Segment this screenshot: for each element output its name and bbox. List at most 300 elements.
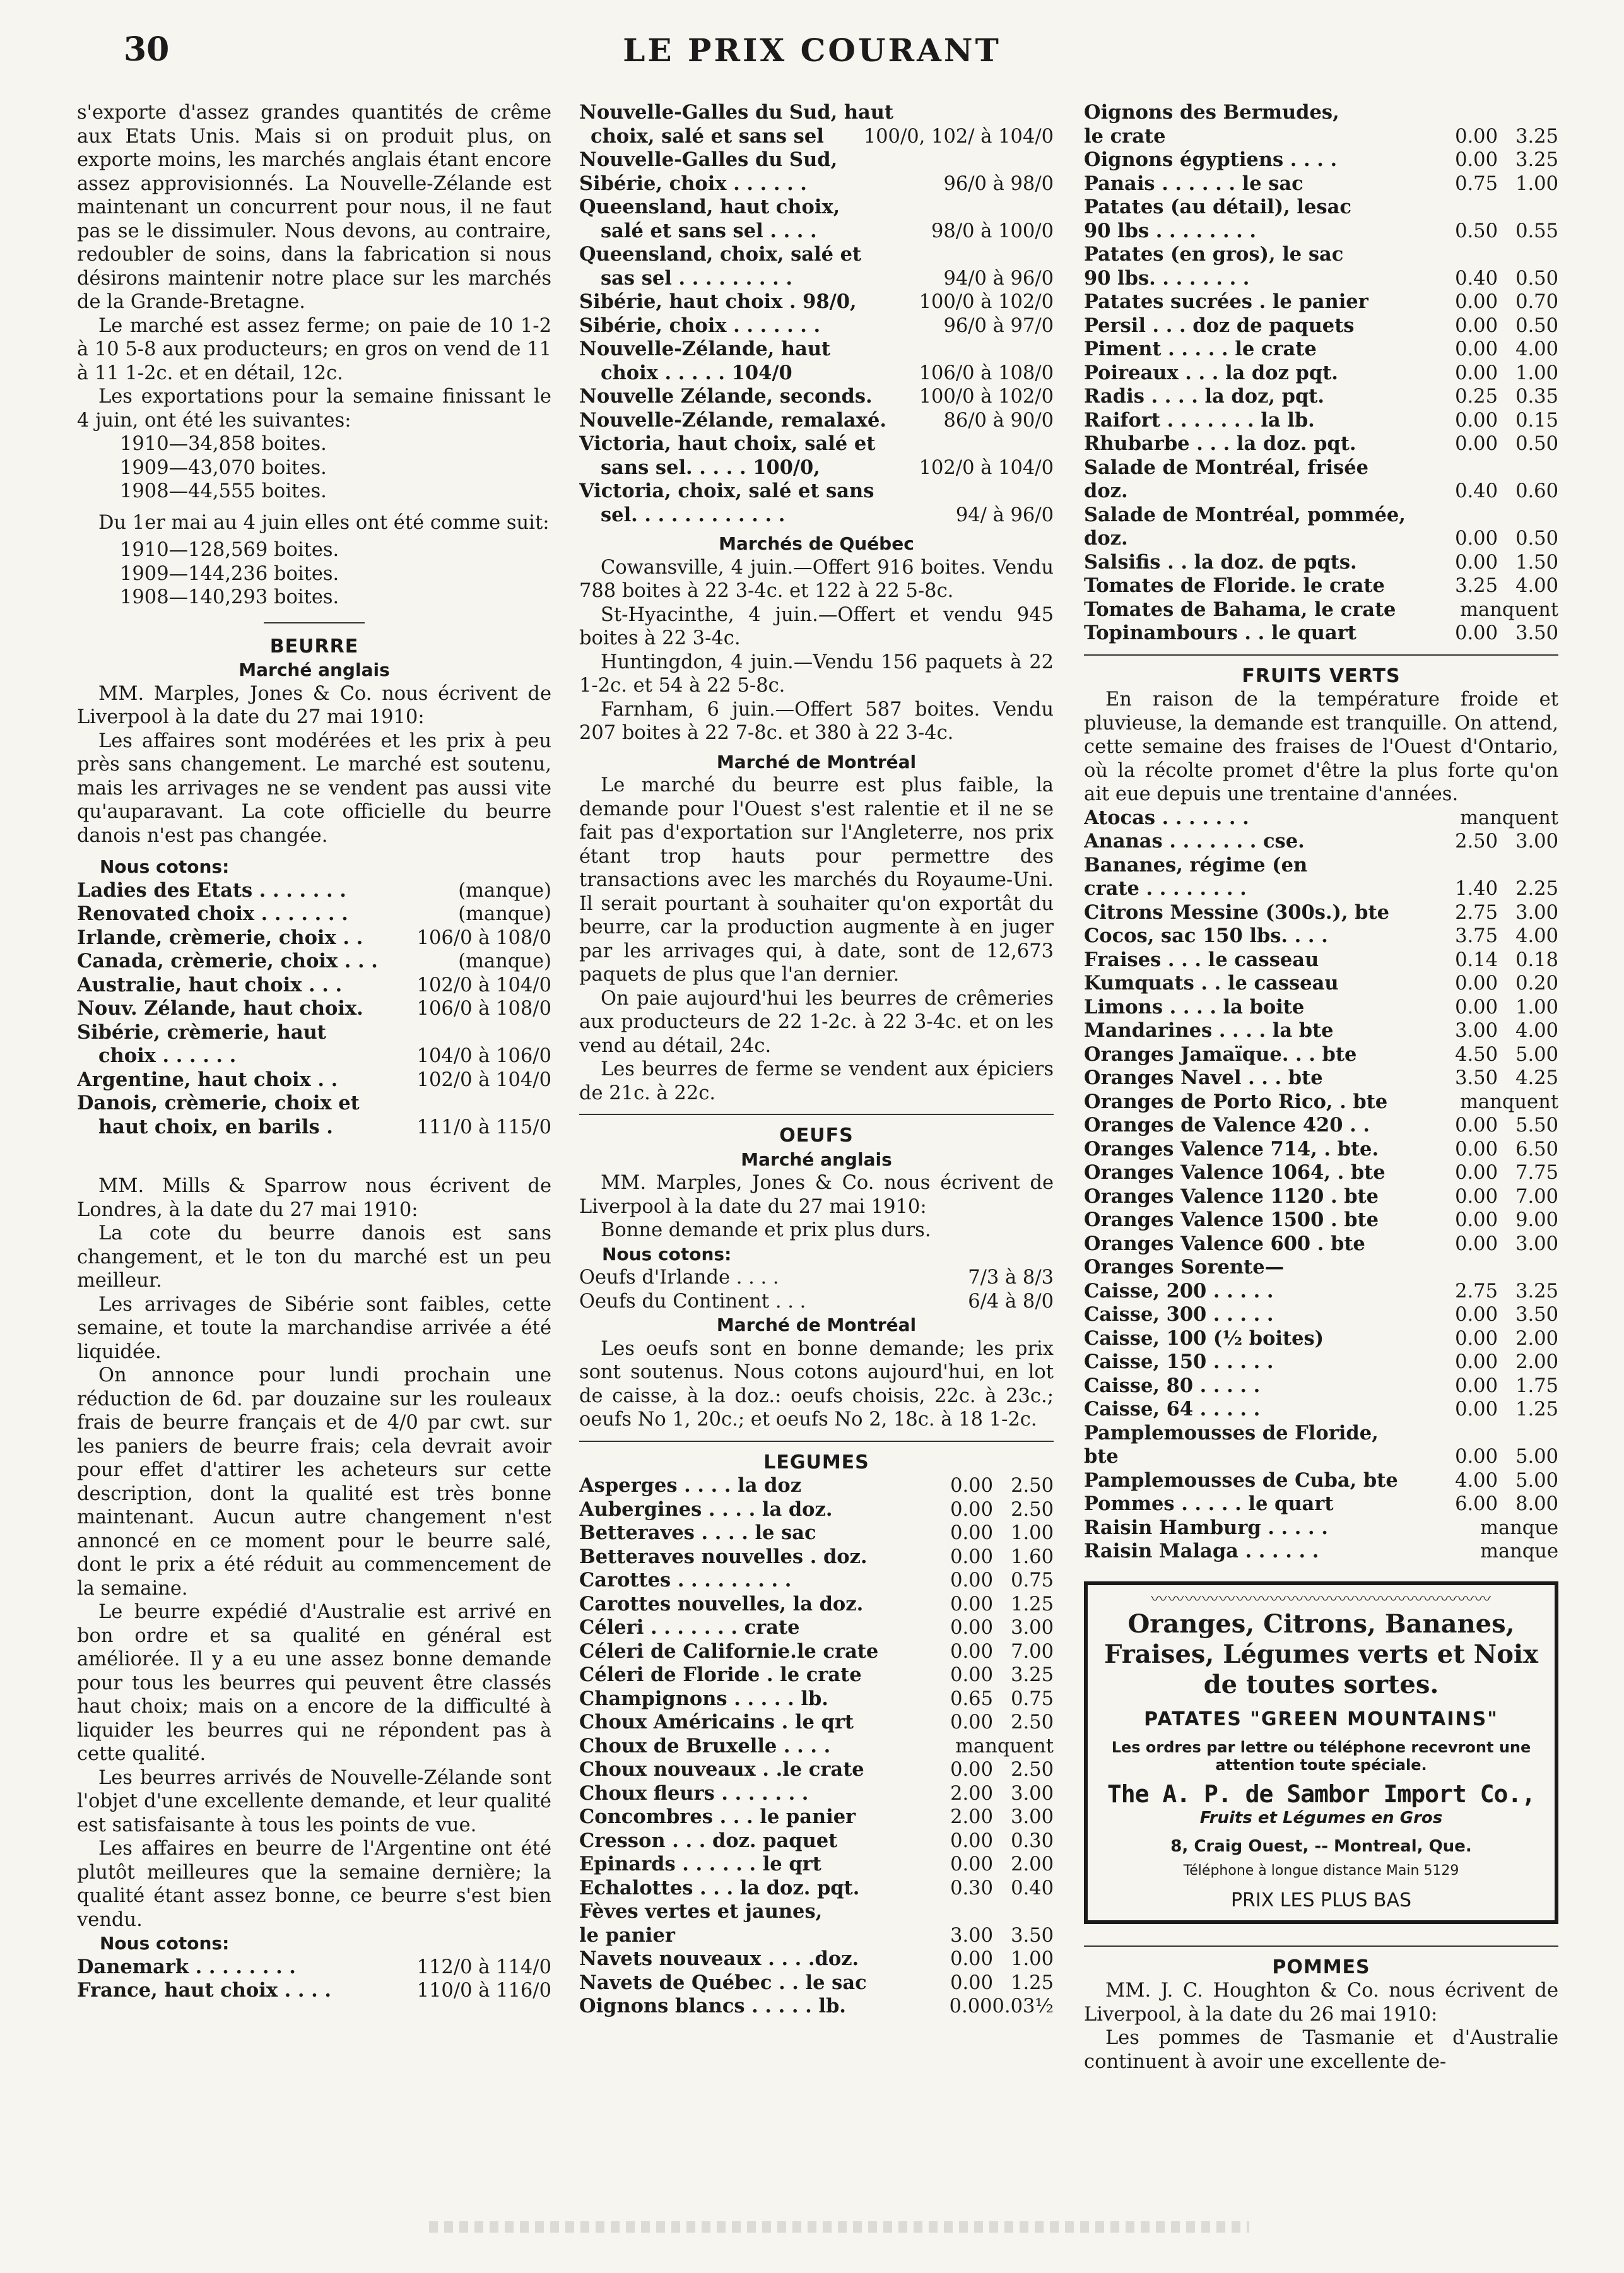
item-name: Navets de Québec . . le sac xyxy=(579,1971,867,1994)
item-price-low xyxy=(1442,196,1498,220)
quote-heading: Nous cotons: xyxy=(602,1243,732,1265)
price-row xyxy=(1084,1090,1558,1114)
item-name: Oignons égyptiens . . . . xyxy=(1084,148,1338,171)
item-name: Caisse, 64 . . . . . xyxy=(1084,1398,1261,1420)
subheading: Marché anglais xyxy=(741,1148,892,1170)
item-name: Bananes, régime (en xyxy=(1084,853,1308,877)
price-row xyxy=(1084,504,1558,528)
price-row: Nouvelle Zélande, seconds. 100/0 à 102/0 xyxy=(579,385,1054,408)
item-price-low: 2.50 xyxy=(1455,830,1498,853)
item-price-low: 0.00 xyxy=(1455,1304,1498,1326)
paragraph: La cote du beurre danois est sans changement, et le ton du marché est un peu meilleur. xyxy=(77,1222,551,1292)
price-row xyxy=(1084,1138,1558,1162)
item-price-low: 0.00 xyxy=(1455,314,1498,337)
item-price-low: 0.25 xyxy=(1455,386,1498,408)
price-row xyxy=(1084,598,1558,622)
price-row xyxy=(1084,1161,1558,1185)
price-row xyxy=(579,1758,1054,1782)
item-price-low: 0.00 xyxy=(1455,409,1498,432)
price-row: choix, salé et sans sel 100/0, 102/ à 104/0 xyxy=(591,124,1054,148)
price-row xyxy=(1084,1374,1558,1398)
item-price-low xyxy=(1442,1256,1498,1280)
item-name: Oranges de Valence 420 . . xyxy=(1084,1114,1370,1136)
price-row: Irlande, crèmerie, choix . . 106/0 à 108/0 xyxy=(77,926,551,949)
item-price-low: 2.00 xyxy=(950,1806,993,1828)
price-row xyxy=(1084,1540,1558,1564)
price-row: Oeufs du Continent . . . 6/4 à 8/0 xyxy=(579,1290,1054,1313)
item-name: Oranges Jamaïque. . . bte xyxy=(1084,1042,1357,1066)
item-name: Rhubarbe . . . la doz. pqt. xyxy=(1084,432,1356,455)
divider xyxy=(579,1114,1054,1115)
item-name: Cresson . . . doz. paquet xyxy=(579,1829,838,1852)
price-row xyxy=(1084,1043,1558,1067)
price-row xyxy=(1084,901,1558,925)
price-row: Danois, crèmerie, choix et xyxy=(77,1092,360,1114)
item-price-low: 0.50 xyxy=(1455,220,1498,242)
price-row xyxy=(579,1735,1054,1759)
item-price-high: 3.00 xyxy=(1515,901,1558,924)
item-name: Salade de Montréal, pommée, xyxy=(1084,503,1406,526)
price-row xyxy=(1084,1327,1558,1351)
paragraph: St-Hyacinthe, 4 juin.—Offert et vendu 945 boites à 22 3-4c. xyxy=(579,603,1054,649)
paragraph: Cowansville, 4 juin.—Offert 916 boites. Vendu 788 boites à 22 3-4c. et 122 à 22 5-8c. xyxy=(579,556,1054,602)
paragraph: Le marché est assez ferme; on paie de 10 1-2 à 10 5-8 aux producteurs; en gros on vend de 11 à 11 1-2c. et en détail, 12c. xyxy=(77,314,551,384)
paragraph: Les arrivages de Sibérie sont faibles, cette semaine, et toute la marchandise arrivée a été liquidée. xyxy=(77,1293,551,1363)
item-name: Champignons . . . . . lb. xyxy=(579,1687,828,1710)
item-price-high: 1.75 xyxy=(1515,1374,1558,1397)
price-row xyxy=(1084,220,1558,244)
price-row: Sibérie, choix . . . . . . . 96/0 à 97/0 xyxy=(579,314,1054,337)
price-row: Nouvelle-Zélande, remalaxé. 86/0 à 90/0 xyxy=(579,408,1054,432)
item-price-low xyxy=(1442,854,1498,878)
price-row xyxy=(1084,551,1558,575)
item-name: Céleri . . . . . . . crate xyxy=(579,1616,800,1639)
item-price-low: 0.00 xyxy=(1455,1327,1498,1350)
price-row xyxy=(579,1616,1054,1640)
price-row: Australie, haut choix . . . 102/0 à 104/0 xyxy=(77,973,551,996)
item-name: Oranges de Porto Rico, . bte xyxy=(1084,1090,1388,1113)
item-price-high: 4.00 xyxy=(1515,925,1558,947)
item-price-low: 0.00 xyxy=(1455,1374,1498,1397)
price-row xyxy=(1084,1469,1558,1493)
price-row xyxy=(1084,924,1558,948)
item-price-high xyxy=(1498,456,1558,480)
paragraph: MM. J. C. Houghton & Co. nous écrivent de Liverpool, à la date du 26 mai 1910: xyxy=(1084,1980,1558,2026)
price-row xyxy=(1084,432,1558,456)
item-price-high xyxy=(993,1900,1054,1924)
item-price-high: 2.00 xyxy=(1515,1351,1558,1373)
item-price-high: 1.00 xyxy=(1011,1522,1054,1544)
price-row xyxy=(1084,1114,1558,1138)
price-row xyxy=(579,1853,1054,1877)
item-price-low: 4.00 xyxy=(1455,1469,1498,1492)
list-item: 1910—128,569 boites. xyxy=(120,539,339,561)
paragraph: On annonce pour lundi prochain une réduction de 6d. par douzaine sur les rouleaux frais de beurre français et de 4/0 par cwt. sur les paniers de beurre frais; cela devrait avoir pour effet d'attirer les acheteurs sur cette description, dont la qualité est très bonne maintenant. Aucun autre changement n'est annoncé en ce moment pour le beurre salé, dont le prix a été réduit au commencement de la semaine. xyxy=(77,1364,551,1600)
item-name: le panier xyxy=(579,1923,675,1947)
item-price-low: 0.00 xyxy=(950,1759,993,1781)
item-price-high xyxy=(1498,854,1558,878)
item-name: Oranges Navel . . . bte xyxy=(1084,1066,1323,1089)
item-price-high: 0.03½ xyxy=(992,1995,1054,2017)
item-name: Asperges . . . . la doz xyxy=(579,1474,802,1497)
item-price-high: 0.30 xyxy=(1011,1829,1054,1852)
price-row: Victoria, choix, salé et sans xyxy=(579,480,874,502)
item-name: Carottes . . . . . . . . . xyxy=(579,1569,792,1591)
item-price-low: 0.00 xyxy=(1455,1138,1498,1160)
price-row xyxy=(1084,1066,1558,1090)
price-row xyxy=(1084,1398,1558,1422)
price-row: Danemark . . . . . . . . 112/0 à 114/0 xyxy=(77,1955,551,1978)
ad-address: 8, Craig Ouest, -- Montreal, Que. xyxy=(1170,1837,1472,1856)
item-price-high: 5.00 xyxy=(1515,1469,1558,1492)
item-price-low: 0.00 xyxy=(1455,1162,1498,1184)
item-price-low: 0.00 xyxy=(950,1498,993,1521)
item-name: Raisin Malaga . . . . . . xyxy=(1084,1540,1319,1562)
paragraph: Les affaires en beurre de l'Argentine ont été plutôt meilleures que la semaine dernière; la qualité étant assez bonne, ce beurre s'est bien vendu. xyxy=(77,1838,551,1931)
ad-subheadline: PATATES "GREEN MOUNTAINS" xyxy=(1144,1708,1498,1730)
ad-tagline: Fruits et Légumes en Gros xyxy=(1199,1808,1443,1827)
item-price-low: 0.40 xyxy=(1455,267,1498,290)
item-price-high: 4.00 xyxy=(1515,338,1558,360)
item-price-low: 0.00 xyxy=(950,1522,993,1544)
list-item: 1910—34,858 boites. xyxy=(120,433,327,455)
item-name: Pamplemousses de Cuba, bte xyxy=(1084,1468,1398,1492)
price-row xyxy=(579,1521,1054,1545)
price-row xyxy=(579,1829,1054,1853)
item-price-high: 0.35 xyxy=(1515,386,1558,408)
item-price-high: 0.50 xyxy=(1515,528,1558,550)
price-row: Canada, crèmerie, choix . . . (manque) xyxy=(77,950,551,972)
price-row xyxy=(579,1877,1054,1901)
item-price-high: 3.25 xyxy=(1011,1664,1054,1686)
item-name: Limons . . . . la boite xyxy=(1084,995,1305,1018)
price-row xyxy=(1084,290,1558,314)
item-price-high: 1.00 xyxy=(1011,1948,1054,1970)
price-row xyxy=(1084,1256,1558,1280)
price-row: Nouv. Zélande, haut choix. 106/0 à 108/0 xyxy=(77,997,551,1020)
item-price-high: 7.00 xyxy=(1011,1640,1054,1663)
item-price-low: 0.00 xyxy=(1455,1398,1498,1420)
paragraph: MM. Marples, Jones & Co. nous écrivent de Liverpool à la date du 27 mai 1910: xyxy=(579,1172,1054,1218)
item-price-high: 0.70 xyxy=(1515,291,1558,313)
paragraph: En raison de la température froide et pluvieuse, la demande est tranquille. On attend, cette semaine des fraises de l'Ouest d'Ontario, où la récolte promet d'être la plus forte qu'on ait eue depuis une trentaine d'années. xyxy=(1084,688,1558,805)
item-price-low: 0.00 xyxy=(950,1664,993,1686)
item-name: Oranges Valence 600 . bte xyxy=(1084,1232,1365,1255)
item-price-high: 2.50 xyxy=(1011,1759,1054,1781)
item-name: Poireaux . . . la doz pqt. xyxy=(1084,361,1338,384)
paragraph: Bonne demande et prix plus durs. xyxy=(601,1219,931,1241)
item-price-high: 0.50 xyxy=(1515,267,1558,290)
item-name: Oranges Valence 714, . bte. xyxy=(1084,1137,1379,1160)
item-name: Oignons des Bermudes, xyxy=(1084,101,1339,124)
item-price-high: 1.25 xyxy=(1011,1971,1054,1994)
item-name: Salsifis . . la doz. de pqts. xyxy=(1084,550,1357,574)
item-price-low: 0.65 xyxy=(950,1687,993,1710)
price-row: salé et sans sel . . . . 98/0 à 100/0 xyxy=(601,219,1054,242)
item-name: Patates (au détail), lesac xyxy=(1084,196,1351,218)
item-price-high: 5.00 xyxy=(1515,1446,1558,1468)
list-item: 1908—44,555 boites. xyxy=(120,480,327,502)
item-price-high: 0.18 xyxy=(1515,948,1558,971)
item-price-high: 3.00 xyxy=(1011,1806,1054,1828)
item-price-low: 0.00 xyxy=(950,1569,993,1591)
item-name: Choux de Bruxelle . . . . xyxy=(579,1734,831,1757)
paragraph: Les pommes de Tasmanie et d'Australie continuent à avoir une excellente de- xyxy=(1084,2027,1558,2073)
item-price-high: 7.00 xyxy=(1515,1185,1558,1208)
price-row: choix . . . . . 104/0 106/0 à 108/0 xyxy=(601,361,1054,384)
paragraph: MM. Marples, Jones & Co. nous écrivent de Liverpool à la date du 27 mai 1910: xyxy=(77,682,551,728)
price-row xyxy=(1084,243,1558,267)
list-item: 1909—43,070 boites. xyxy=(120,456,327,479)
price-row xyxy=(1084,1208,1558,1232)
item-price-low: 0.00 xyxy=(1455,1114,1498,1136)
price-row xyxy=(1084,125,1558,149)
item-price: manquent xyxy=(955,1735,1054,1757)
paragraph: Farnham, 6 juin.—Offert 587 boites. Vendu 207 boites à 22 7-8c. et 380 à 22 3-4c. xyxy=(579,698,1054,744)
item-name: Tomates de Floride. le crate xyxy=(1084,574,1385,597)
item-name: Salade de Montréal, frisée xyxy=(1084,456,1369,479)
price-row: Sibérie, choix . . . . . . 96/0 à 98/0 xyxy=(579,172,1054,195)
page-title: LE PRIX COURANT xyxy=(623,32,1001,69)
item-name: Raifort . . . . . . . la lb. xyxy=(1084,408,1315,432)
item-price-high: 1.00 xyxy=(1515,996,1558,1018)
price-row xyxy=(1084,948,1558,972)
price-row xyxy=(1084,996,1558,1020)
price-row xyxy=(579,1900,1054,1924)
price-row xyxy=(1084,1303,1558,1327)
price-row: sas sel . . . . . . . . . 94/0 à 96/0 xyxy=(601,266,1054,290)
item-name: Oranges Valence 1064, . bte xyxy=(1084,1161,1386,1184)
item-price-low xyxy=(1442,456,1498,480)
item-price-high xyxy=(1498,504,1558,528)
item-price-low: 2.75 xyxy=(1455,1280,1498,1302)
item-name: bte xyxy=(1084,1445,1119,1468)
item-name: 90 lbs . . . . . . . . xyxy=(1084,219,1257,242)
price-row xyxy=(1084,456,1558,480)
item-name: Radis . . . . la doz, pqt. xyxy=(1084,385,1325,408)
price-row xyxy=(1084,1492,1558,1516)
item-price-low: 0.00 xyxy=(950,1617,993,1639)
item-price-low: 0.00 xyxy=(1455,972,1498,995)
item-price-high: 7.75 xyxy=(1515,1162,1558,1184)
column-3 xyxy=(1084,101,1558,2202)
item-price-high xyxy=(1498,196,1558,220)
section-heading-beurre: BEURRE xyxy=(269,635,359,658)
item-price-high: 0.55 xyxy=(1515,220,1558,242)
item-price-high: 5.00 xyxy=(1515,1043,1558,1066)
item-price-low: 0.00 xyxy=(950,1475,993,1497)
paragraph: Huntingdon, 4 juin.—Vendu 156 paquets à 22 1-2c. et 54 à 22 5-8c. xyxy=(579,651,1054,697)
item-name: Pommes . . . . . le quart xyxy=(1084,1492,1334,1515)
item-price-low: 0.00 xyxy=(1455,1209,1498,1231)
ad-company: The A. P. de Sambor Import Co., xyxy=(1107,1780,1536,1808)
item-price-low: 0.00 xyxy=(950,1971,993,1994)
price-row xyxy=(1084,409,1558,433)
price-row xyxy=(1084,1445,1558,1469)
price-row xyxy=(1084,1350,1558,1374)
price-row xyxy=(579,1782,1054,1806)
item-price-high: 0.50 xyxy=(1515,314,1558,337)
item-price-high: 0.75 xyxy=(1011,1569,1054,1591)
item-name: Oranges Valence 1120 . bte xyxy=(1084,1184,1379,1208)
item-name: Cocos, sac 150 lbs. . . . xyxy=(1084,924,1328,947)
item-name: Oranges Sorente— xyxy=(1084,1256,1285,1278)
item-price-high xyxy=(1498,101,1558,125)
price-row: Queensland, haut choix, xyxy=(579,196,840,218)
item-price-low: 2.00 xyxy=(950,1782,993,1805)
price-row: Sibérie, crèmerie, haut xyxy=(77,1020,326,1044)
item-price-high: 0.75 xyxy=(1011,1687,1054,1710)
item-price-high: 1.50 xyxy=(1515,551,1558,574)
divider xyxy=(579,1441,1054,1442)
item-price-low: 0.40 xyxy=(1455,480,1498,502)
item-price-high xyxy=(1498,243,1558,267)
item-price-high xyxy=(1498,1256,1558,1280)
paragraph: s'exporte d'assez grandes quantités de crême aux Etats Unis. Mais si on produit plus, on exporte moins, les marchés anglais étant encore assez approvisionnés. La Nouvelle-Zélande est maintenant un concurrent pour nous, il ne faut pas se le dissimuler. Nous devons, au contraire, redoubler de soins, dans la fabrication si nous désirons maintenir notre place sur les marchés de la Grande-Bretagne. xyxy=(77,102,551,313)
page-number: 30 xyxy=(124,30,170,69)
price-row xyxy=(1084,574,1558,598)
item-name: Fraises . . . le casseau xyxy=(1084,948,1319,971)
price-row xyxy=(579,1995,1054,2019)
item-name: crate . . . . . . . . xyxy=(1084,877,1247,900)
ad-headline: Oranges, Citrons, Bananes, Fraises, Légumes verts et Noix de toutes sortes. xyxy=(1104,1609,1538,1699)
price-row xyxy=(1084,806,1558,830)
item-price-low: 0.00 xyxy=(1455,362,1498,384)
item-price-high: 2.00 xyxy=(1515,1327,1558,1350)
item-price-high: 3.25 xyxy=(1515,149,1558,171)
price-row xyxy=(1084,877,1558,901)
item-price-low: 0.00 xyxy=(1455,149,1498,171)
item-price-high: 3.25 xyxy=(1515,125,1558,148)
item-price-low: 3.00 xyxy=(950,1924,993,1947)
item-price-high: 4.25 xyxy=(1515,1067,1558,1089)
item-price-high: 3.00 xyxy=(1515,1232,1558,1255)
price-row xyxy=(1084,480,1558,504)
price-row xyxy=(1084,854,1558,878)
price-row: Nouvelle-Galles du Sud, haut xyxy=(579,101,894,124)
paragraph: Les beurres arrivés de Nouvelle-Zélande sont l'objet d'une excellente demande, et leur qualité est satisfaisante à tous les points de vue. xyxy=(77,1766,551,1836)
scan-noise xyxy=(429,2221,1249,2233)
item-price-high: 8.00 xyxy=(1515,1493,1558,1515)
item-name: Atocas . . . . . . . xyxy=(1084,806,1249,829)
fruits-list xyxy=(1084,806,1558,1564)
item-price-high: 1.00 xyxy=(1515,362,1558,384)
item-name: Caisse, 150 . . . . . xyxy=(1084,1350,1274,1373)
item-price-low xyxy=(1442,101,1498,125)
item-name: Kumquats . . le casseau xyxy=(1084,972,1339,995)
legumes-list xyxy=(579,1474,1054,2019)
subheading: Marché de Montréal xyxy=(716,751,917,772)
price-row: haut choix, en barils . 111/0 à 115/0 xyxy=(98,1115,551,1138)
item-name: Patates (en gros), le sac xyxy=(1084,243,1344,266)
item-name: doz. xyxy=(1084,480,1128,502)
item-price-low xyxy=(938,1900,993,1924)
item-price-low: 0.00 xyxy=(950,1948,993,1970)
item-price-high: 4.00 xyxy=(1515,1020,1558,1042)
item-price-low: 3.25 xyxy=(1455,575,1498,597)
price-row: France, haut choix . . . . 110/0 à 116/0 xyxy=(77,1979,551,2002)
item-price-high: 3.25 xyxy=(1515,1280,1558,1302)
item-price-high: 3.50 xyxy=(1515,622,1558,644)
price-row: Oeufs d'Irlande . . . . 7/3 à 8/3 xyxy=(579,1266,1054,1289)
subheading: Marché anglais xyxy=(238,659,390,680)
price-row: sel. . . . . . . . . . . . 94/ à 96/0 xyxy=(601,503,1054,526)
item-price-low: 0.00 xyxy=(950,1829,993,1852)
price-row xyxy=(1084,1516,1558,1540)
price-row xyxy=(579,1687,1054,1711)
item-name: Aubergines . . . . la doz. xyxy=(579,1497,833,1521)
ad-notice: Les ordres par lettre ou téléphone recevront une attention toute spéciale. xyxy=(1111,1739,1531,1774)
divider xyxy=(264,622,365,623)
price-row xyxy=(579,1924,1054,1948)
price-row: choix . . . . . . 104/0 à 106/0 xyxy=(98,1044,551,1067)
item-price-high: 2.50 xyxy=(1011,1498,1054,1521)
item-price-low: 3.75 xyxy=(1455,925,1498,947)
quote-heading: Nous cotons: xyxy=(100,1933,230,1954)
item-price-high: 2.50 xyxy=(1011,1475,1054,1497)
item-price-low: 0.00 xyxy=(1455,291,1498,313)
item-name: Betteraves . . . . le sac xyxy=(579,1521,816,1544)
item-name: Oranges Valence 1500 . bte xyxy=(1084,1208,1379,1231)
item-price: manquent xyxy=(1460,1090,1558,1113)
item-price-high: 0.40 xyxy=(1011,1877,1054,1899)
item-price-low xyxy=(1442,1422,1498,1446)
item-price-low: 0.00 xyxy=(1455,125,1498,148)
column-1 xyxy=(77,101,551,2202)
item-price-low: 0.00 xyxy=(950,1640,993,1663)
price-row: Renovated choix . . . . . . . (manque) xyxy=(77,902,551,925)
item-price-low: 0.00 xyxy=(1455,433,1498,455)
ad-border-ornament: 〰〰〰〰〰〰〰〰〰〰〰〰〰〰〰〰〰〰〰〰 xyxy=(1150,1590,1492,1609)
item-name: Caisse, 200 . . . . . xyxy=(1084,1279,1274,1302)
legumes-list-continued xyxy=(1084,101,1558,646)
price-row: Victoria, haut choix, salé et xyxy=(579,432,876,455)
item-price-high: 2.25 xyxy=(1515,878,1558,900)
price-row: Nouvelle-Galles du Sud, xyxy=(579,148,838,171)
price-row xyxy=(579,1545,1054,1569)
price-row xyxy=(1084,1280,1558,1304)
paragraph: Le marché du beurre est plus faible, la demande pour l'Ouest s'est ralentie et il ne se fait pas d'exportation sur l'Angleterre, nos prix étant trop hauts pour permettre des transactions avec les marchés du Royaume-Uni. Il serait pourtant à souhaiter qu'on exportât du beurre, car la production augmente à en juger par les arrivages qui, à date, sont de 12,673 paquets de plus que l'an dernier. xyxy=(579,774,1054,986)
item-price-high: 2.00 xyxy=(1011,1853,1054,1875)
item-name: Caisse, 300 . . . . . xyxy=(1084,1303,1274,1326)
divider xyxy=(1084,1945,1558,1947)
item-name: Fèves vertes et jaunes, xyxy=(579,1900,823,1923)
price-row xyxy=(1084,1019,1558,1043)
item-price-low: 3.00 xyxy=(1455,1020,1498,1042)
price-row xyxy=(579,1971,1054,1995)
item-price-low: 0.00 xyxy=(950,1593,993,1615)
item-name: Echalottes . . . la doz. pqt. xyxy=(579,1876,860,1899)
item-name: Piment . . . . . le crate xyxy=(1084,338,1317,360)
section-heading-legumes: LEGUMES xyxy=(763,1451,869,1473)
paragraph: Les affaires sont modérées et les prix à peu près sans changement. Le marché est soutenu, mais les arrivages ne se vendent pas aussi vite qu'auparavant. La cote officielle du beurre danois n'est pas changée. xyxy=(77,729,551,847)
price-row xyxy=(579,1498,1054,1522)
price-row xyxy=(1084,338,1558,362)
item-price-high: 3.50 xyxy=(1011,1924,1054,1947)
item-name: Persil . . . doz de paquets xyxy=(1084,314,1355,337)
price-row xyxy=(1084,362,1558,386)
item-price-high: 9.00 xyxy=(1515,1209,1558,1231)
price-row xyxy=(1084,527,1558,551)
item-price-high: 6.50 xyxy=(1515,1138,1558,1160)
item-price-low: 0.00 xyxy=(1455,551,1498,574)
paragraph: MM. Mills & Sparrow nous écrivent de Londres, à la date du 27 mai 1910: xyxy=(77,1175,551,1221)
item-price-high: 0.50 xyxy=(1515,433,1558,455)
item-price-low: 4.50 xyxy=(1455,1043,1498,1066)
item-price-high: 3.00 xyxy=(1011,1617,1054,1639)
item-price: manque xyxy=(1480,1540,1558,1562)
item-price-high: 1.25 xyxy=(1515,1398,1558,1420)
